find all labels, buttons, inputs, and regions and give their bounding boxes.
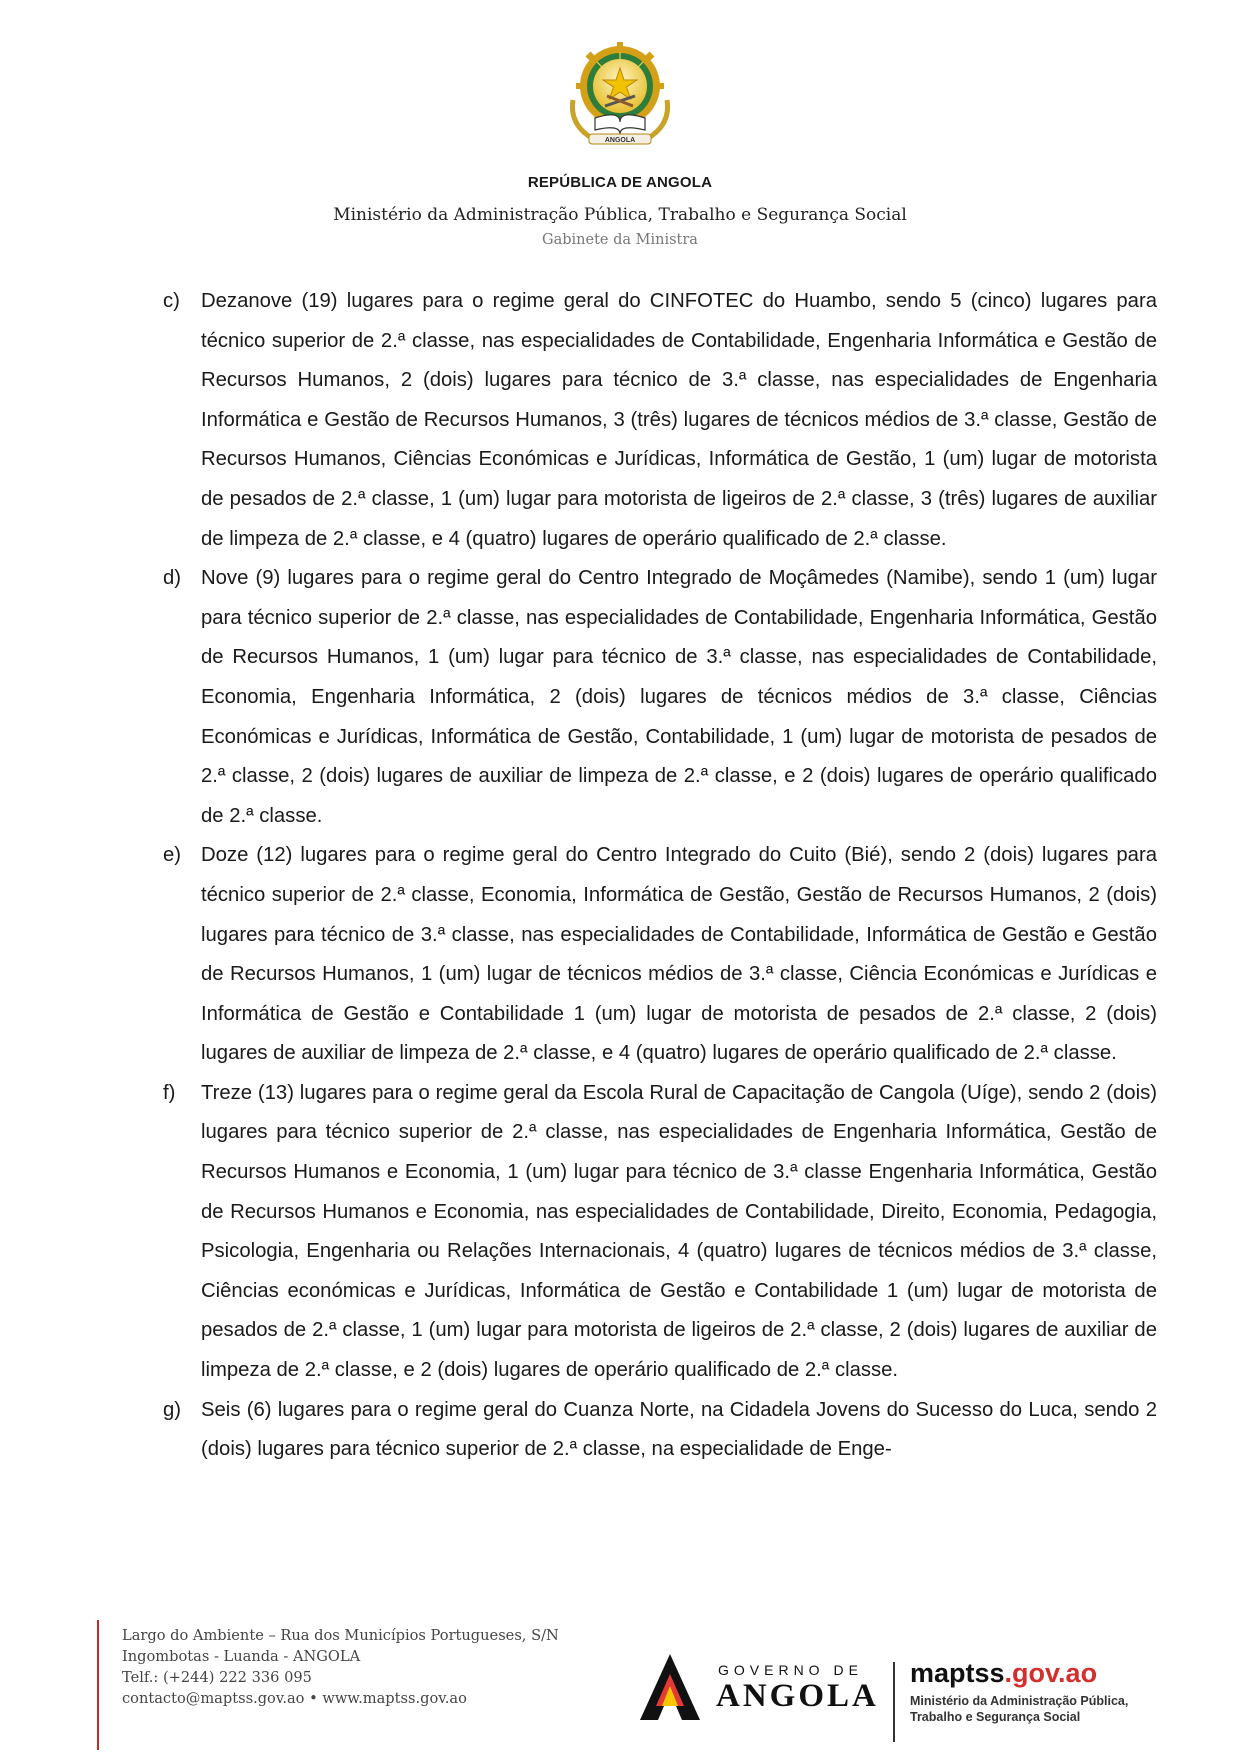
page-header <box>0 40 1240 248</box>
list-item <box>163 1391 1157 1470</box>
governo-de-label: GOVERNO DE <box>718 1662 863 1678</box>
list-item <box>163 559 1157 836</box>
list-item-letter: f) <box>163 1081 176 1104</box>
list-item <box>163 282 1157 559</box>
maptss-name: maptss <box>910 1658 1005 1688</box>
list-item-letter: e) <box>163 844 182 867</box>
address-phone: Telf.: (+244) 222 336 095 <box>122 1669 312 1686</box>
address-contact: contacto@maptss.gov.ao • www.maptss.gov.ao <box>122 1690 467 1707</box>
angola-label: ANGOLA <box>716 1678 879 1714</box>
list-item-letter: c) <box>163 290 180 312</box>
list-item-text: Seis (6) lugares para o regime geral do Cuanza Norte, na Cidadela Jovens do Sucesso do Luca, sendo 2 (dois) lugares para técnico superior de 2.ª classe, na especialidade de Enge- <box>201 1398 1157 1461</box>
address-city: Ingombotas - Luanda - ANGOLA <box>122 1648 361 1665</box>
maptss-domain: .gov.ao <box>1004 1658 1098 1688</box>
angola-a-mark-icon <box>638 1652 702 1722</box>
list-item-letter: d) <box>163 567 182 590</box>
list-item-text: Dezanove (19) lugares para o regime geral do CINFOTEC do Huambo, sendo 5 (cinco) lugares para técnico superior de 2.ª classe, nas especialidades de Contabilidade, Engenharia Informática e Gestão de Recursos Humanos, 2 (dois) lugares para técnico de 3.ª classe, nas especialidades de Engenharia Informática e Gestão de Recursos Humanos, 3 (três) lugares de técnicos médios de 3.ª classe, Gestão de Recursos Humanos, Ciências Económicas e Jurídicas, Informática de Gestão, 1 (um) lugar de motorista de pesados de 2.ª classe, 1 (um) lugar para motorista de ligeiros de 2.ª classe, 3 (três) lugares de auxiliar de limpeza de 2.ª classe, e 4 (quatro) lugares de operário qualificado de 2.ª classe. <box>201 290 1157 550</box>
document-body <box>163 282 1157 1470</box>
footer-divider <box>893 1662 895 1742</box>
list-item <box>163 1074 1157 1391</box>
maptss-subtitle-line: Trabalho e Segurança Social <box>910 1710 1081 1724</box>
list-item-letter: g) <box>163 1398 182 1421</box>
page-footer <box>0 1612 1240 1752</box>
ministry-name: Ministério da Administração Pública, Trabalho e Segurança Social <box>333 205 907 225</box>
angola-emblem-icon <box>565 40 675 152</box>
footer-address <box>122 1625 559 1709</box>
list-item-text: Treze (13) lugares para o regime geral da Escola Rural de Capacitação de Cangola (Uíge), sendo 2 (dois) lugares para técnico superior de 2.ª classe, nas especialidades de Engenharia Informática, Gestão de Recursos Humanos e Economia, 1 (um) lugar para técnico de 3.ª classe Engenharia Informática, Gestão de Recursos Humanos e Economia, nas especialidades de Contabilidade, Direito, Economia, Pedagogia, Psicologia, Engenharia ou Relações Internacionais, 4 (quatro) lugares de técnicos médios de 3.ª classe, Ciências económicas e Jurídicas, Informática de Gestão e Contabilidade 1 (um) lugar de motorista de pesados de 2.ª classe, 1 (um) lugar para motorista de ligeiros de 2.ª classe, 2 (dois) lugares de auxiliar de limpeza de 2.ª classe, e 2 (dois) lugares de operário qualificado de 2.ª classe. <box>201 1081 1157 1382</box>
list-item-text: Doze (12) lugares para o regime geral do Centro Integrado do Cuito (Bié), sendo 2 (dois) lugares para técnico superior de 2.ª classe, Economia, Informática de Gestão, Gestão de Recursos Humanos, 2 (dois) lugares para técnico de 3.ª classe, nas especialidades de Contabilidade, Informática de Gestão e Gestão de Recursos Humanos, 1 (um) lugar de técnicos médios de 3.ª classe, Ciência Económicas e Jurídicas e Informática de Gestão e Contabilidade 1 (um) lugar de motorista de pesados de 2.ª classe, 2 (dois) lugares de auxiliar de limpeza de 2.ª classe, e 4 (quatro) lugares de operário qualificado de 2.ª classe. <box>201 844 1157 1065</box>
maptss-subtitle-line: Ministério da Administração Pública, <box>910 1694 1129 1708</box>
maptss-subtitle <box>910 1693 1128 1725</box>
emblem-text: ANGOLA <box>604 137 636 144</box>
footer-accent-line <box>97 1620 99 1750</box>
cabinet-name: Gabinete da Ministra <box>542 232 698 248</box>
maptss-title <box>910 1658 1128 1689</box>
address-line: Largo do Ambiente – Rua dos Municípios Portugueses, S/N <box>122 1627 559 1644</box>
governo-angola-logo <box>638 1652 878 1747</box>
list-item <box>163 836 1157 1074</box>
maptss-logo <box>910 1658 1128 1725</box>
list-item-text: Nove (9) lugares para o regime geral do Centro Integrado de Moçâmedes (Namibe), sendo 1 (um) lugar para técnico superior de 2.ª classe, nas especialidades de Contabilidade, Engenharia Informática, Gestão de Recursos Humanos, 1 (um) lugar para técnico de 3.ª classe, nas especialidades de Contabilidade, Economia, Engenharia Informática, 2 (dois) lugares de técnicos médios de 3.ª classe, Ciências Económicas e Jurídicas, Informática de Gestão, Contabilidade, 1 (um) lugar de motorista de pesados de 2.ª classe, 2 (dois) lugares de auxiliar de limpeza de 2.ª classe, e 2 (dois) lugares de operário qualificado de 2.ª classe. <box>201 567 1157 827</box>
republic-title: REPÚBLICA DE ANGOLA <box>527 174 713 191</box>
